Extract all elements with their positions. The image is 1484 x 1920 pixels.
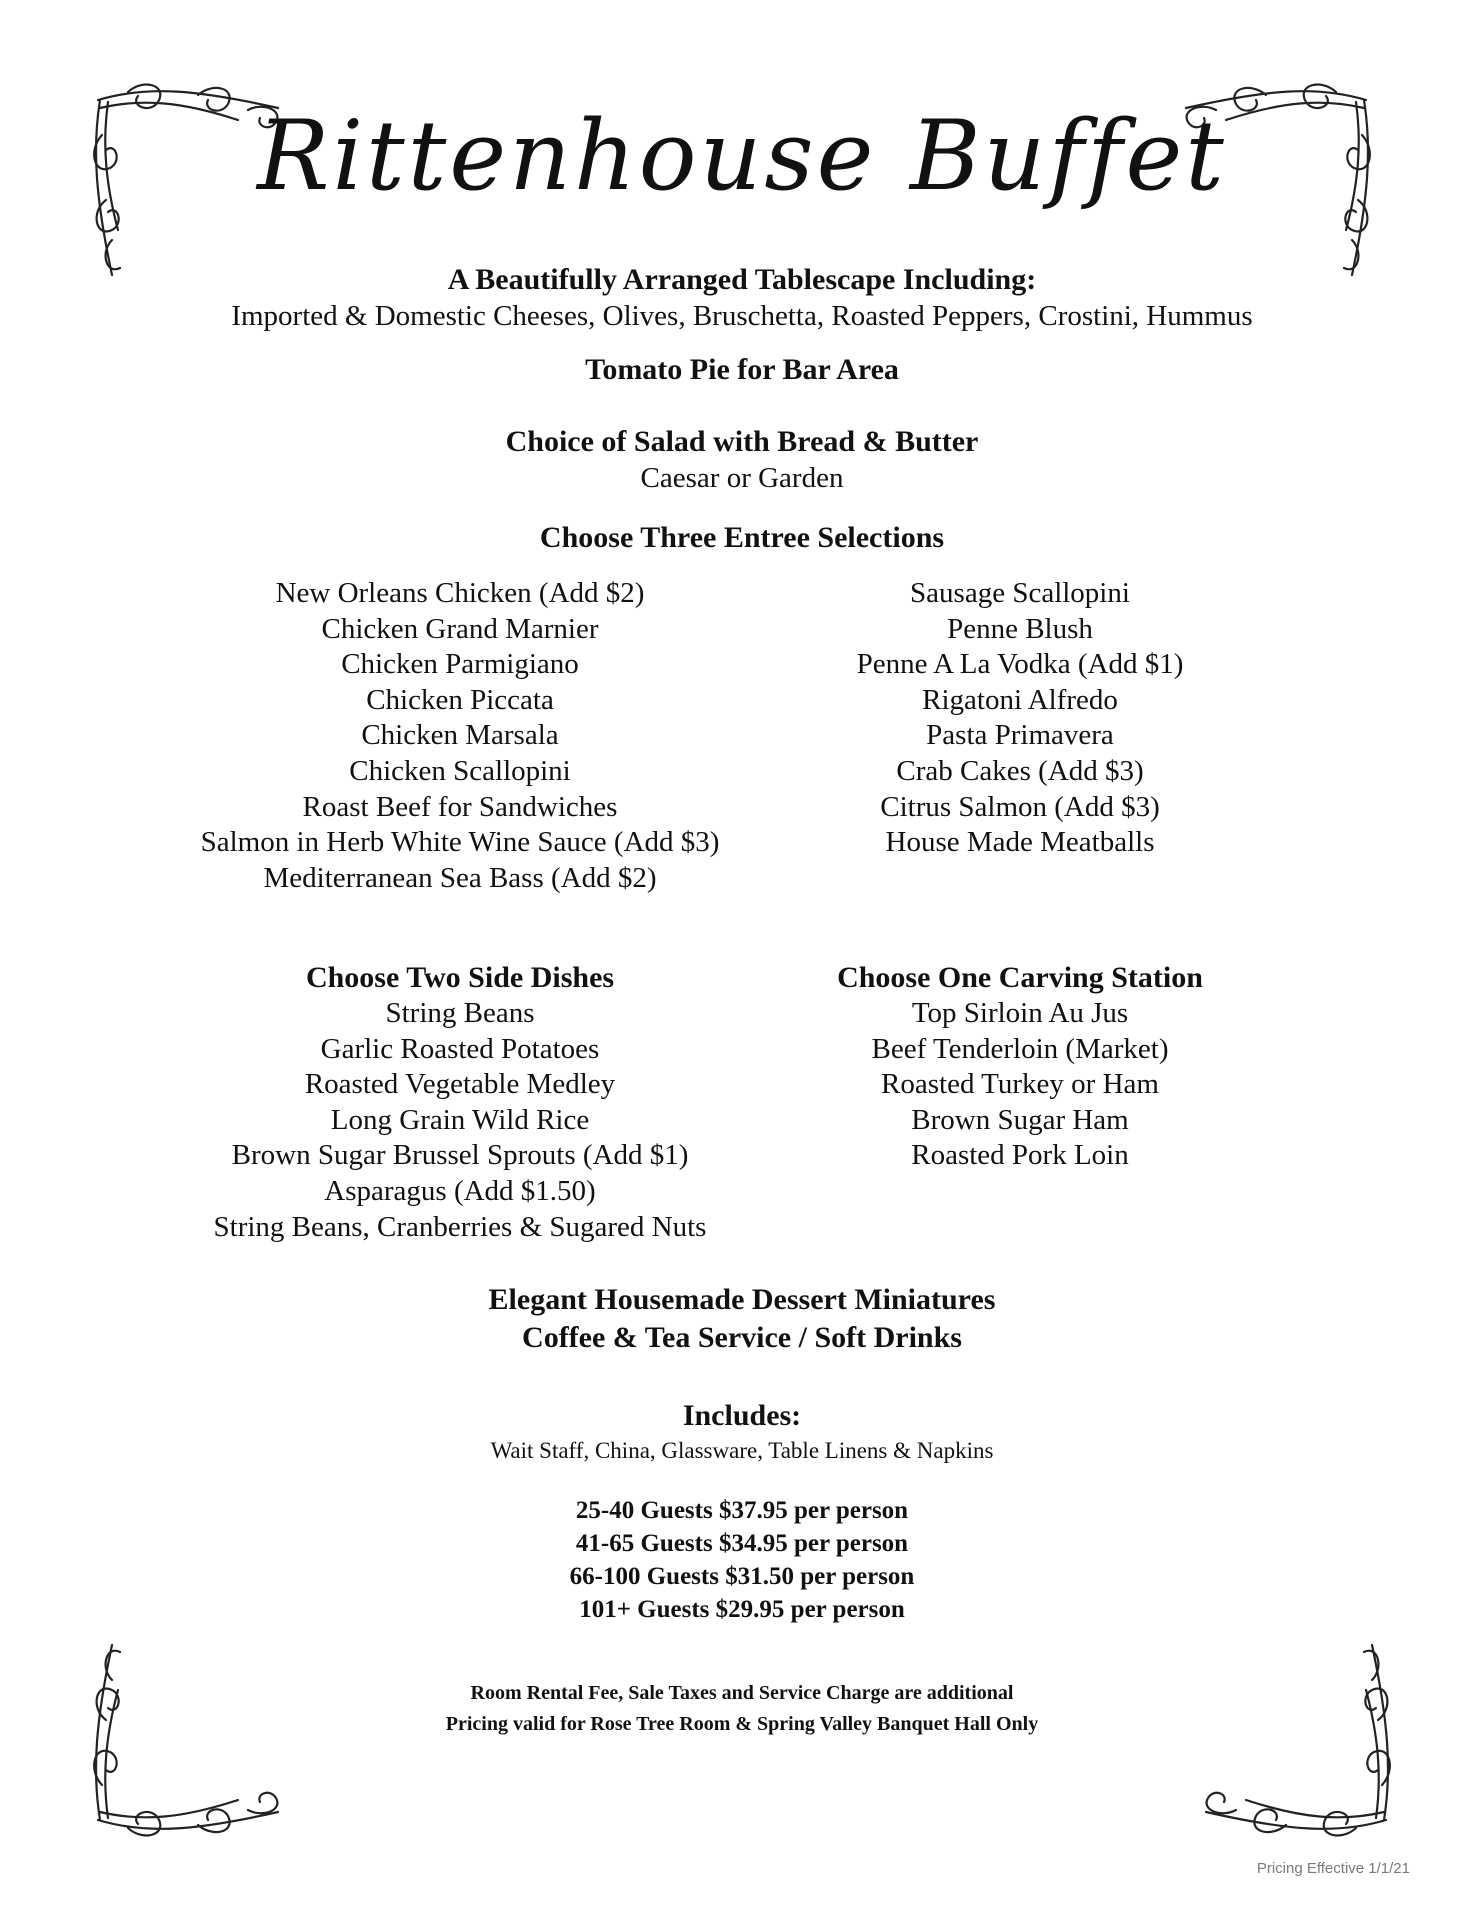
list-item: Brown Sugar Ham xyxy=(911,1103,1129,1136)
beverages-line: Coffee & Tea Service / Soft Drinks xyxy=(522,1321,962,1354)
list-item: Top Sirloin Au Jus xyxy=(911,997,1129,1029)
list-item: House Made Meatballs xyxy=(885,826,1155,859)
list-item: Chicken Marsala xyxy=(361,719,559,752)
note-fees: Room Rental Fee, Sale Taxes and Service Charge are additional xyxy=(470,1682,1014,1704)
list-item: Penne A La Vodka (Add $1) xyxy=(856,648,1184,681)
list-item: Brown Sugar Brussel Sprouts (Add $1) xyxy=(231,1139,689,1172)
list-item: Crab Cakes (Add $3) xyxy=(896,754,1144,787)
note-venues: Pricing valid for Rose Tree Room & Spring Valley Banquet Hall Only xyxy=(445,1713,1039,1735)
includes-items: Wait Staff, China, Glassware, Table Linens & Napkins xyxy=(490,1438,994,1463)
sides-list xyxy=(160,996,760,1245)
pricing-effective-date: Pricing Effective 1/1/21 xyxy=(1256,1860,1410,1877)
price-tier: 41-65 Guests $34.95 per person xyxy=(575,1530,909,1557)
list-item: Beef Tenderloin (Market) xyxy=(871,1032,1169,1065)
list-item: Rigatoni Alfredo xyxy=(922,683,1118,716)
page-title: Rittenhouse Buffet xyxy=(257,100,1227,212)
list-item: Citrus Salmon (Add $3) xyxy=(880,790,1160,823)
list-item: Salmon in Herb White Wine Sauce (Add $3) xyxy=(200,826,720,859)
list-item: Roast Beef for Sandwiches xyxy=(302,790,618,823)
list-item: Sausage Scallopini xyxy=(910,577,1130,609)
price-tier: 66-100 Guests $31.50 per person xyxy=(569,1563,915,1590)
list-item: Chicken Scallopini xyxy=(349,754,571,787)
list-item: Chicken Parmigiano xyxy=(341,648,579,681)
list-item: String Beans, Cranberries & Sugared Nuts xyxy=(213,1210,707,1243)
includes-heading: Includes: xyxy=(682,1399,802,1432)
list-item: Roasted Vegetable Medley xyxy=(304,1068,616,1101)
entrees-heading: Choose Three Entree Selections xyxy=(539,521,945,554)
salad-options: Caesar or Garden xyxy=(640,462,844,494)
tablescape-heading: A Beautifully Arranged Tablescape Including: xyxy=(447,263,1037,296)
list-item: Roasted Pork Loin xyxy=(911,1139,1129,1172)
list-item: Mediterranean Sea Bass (Add $2) xyxy=(263,861,657,894)
list-item: Asparagus (Add $1.50) xyxy=(324,1174,596,1207)
list-item: Garlic Roasted Potatoes xyxy=(320,1032,600,1065)
sides-heading: Choose Two Side Dishes xyxy=(305,961,615,994)
entrees-left-list xyxy=(160,576,760,896)
list-item: Chicken Grand Marnier xyxy=(321,612,599,645)
dessert-line: Elegant Housemade Dessert Miniatures xyxy=(488,1283,996,1316)
tomato-pie: Tomato Pie for Bar Area xyxy=(585,353,899,386)
price-tier: 25-40 Guests $37.95 per person xyxy=(575,1497,909,1524)
pricing-list xyxy=(0,1494,1484,1626)
carving-heading: Choose One Carving Station xyxy=(837,961,1203,994)
list-item: String Beans xyxy=(385,997,535,1029)
carving-list xyxy=(780,996,1260,1174)
list-item: Penne Blush xyxy=(947,612,1093,645)
price-tier: 101+ Guests $29.95 per person xyxy=(579,1596,905,1623)
list-item: Pasta Primavera xyxy=(926,719,1114,752)
entrees-right-list xyxy=(780,576,1260,861)
list-item: Roasted Turkey or Ham xyxy=(881,1068,1159,1101)
list-item: Long Grain Wild Rice xyxy=(330,1103,590,1136)
tablescape-items: Imported & Domestic Cheeses, Olives, Bruschetta, Roasted Peppers, Crostini, Hummus xyxy=(231,300,1253,332)
list-item: New Orleans Chicken (Add $2) xyxy=(275,577,645,609)
salad-heading: Choice of Salad with Bread & Butter xyxy=(505,425,979,458)
list-item: Chicken Piccata xyxy=(366,683,554,716)
